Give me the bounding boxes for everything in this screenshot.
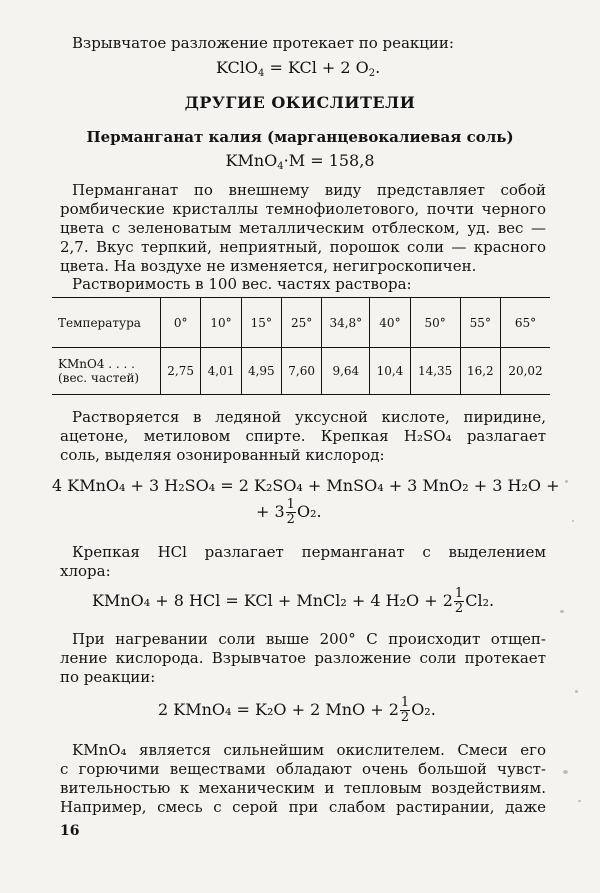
scan-speck (563, 770, 568, 774)
p2-line-1: Растворяется в ледяной уксусной кислоте, пиридине, (72, 408, 546, 426)
value-cell: 10,4 (370, 348, 410, 395)
table-header-row (52, 298, 550, 348)
temp-cell: 50° (410, 298, 460, 348)
table-value-row (52, 348, 550, 395)
p3-line-2: хлора: (60, 562, 111, 580)
p1-line-2: ромбические кристаллы темнофиолетового, почти черного (60, 200, 546, 218)
p1-line-3: цвета с зеленоватым металлическим отблеском, уд. вес — (60, 219, 546, 237)
equation-3: 2 KMnO₄ = K₂O + 2 MnO + 2 $\frac{1}{2}$ O₂. (158, 695, 436, 725)
p2-line-2: ацетоне, метиловом спирте. Крепкая H₂SO₄ разлагает (60, 427, 546, 445)
p3-line-1: Крепкая HCl разлагает перманганат с выделением (72, 543, 546, 561)
value-cell: 20,02 (500, 348, 550, 395)
value-cell: 16,2 (460, 348, 500, 395)
value-cell: 7,60 (281, 348, 321, 395)
p4-line-1: При нагревании соли выше 200° C происходит отщеп- (72, 630, 546, 648)
equation-2: KMnO₄ + 8 HCl = KCl + MnCl₂ + 4 H₂O + 2 $\frac{1}{2}$ Cl₂. (92, 586, 495, 616)
equation-1-line-1: 4 KMnO₄ + 3 H₂SO₄ = 2 K₂SO₄ + MnSO₄ + 3 MnO₂ + 3 H₂O + (52, 476, 560, 495)
p2-line-3: соль, выделяя озонированный кислород: (60, 446, 385, 464)
temp-cell: 55° (460, 298, 500, 348)
p4-line-2: ление кислорода. Взрывчатое разложение соли протекает (60, 649, 546, 667)
p5-line-2: с горючими веществами обладают очень большой чувст- (60, 760, 546, 778)
row-label-2: (вес. частей) (58, 371, 140, 385)
temp-cell: 15° (241, 298, 281, 348)
p1-line-5: цвета. На воздухе не изменяется, негигроскопичен. (60, 257, 477, 275)
p1-line-4: 2,7. Вкус терпкий, неприятный, порошок соли — красного (60, 238, 546, 256)
temp-cell: 65° (500, 298, 550, 348)
value-cell: 9,64 (322, 348, 370, 395)
scan-speck (572, 520, 574, 522)
formula-weight: KMnO$_4$·M = 158,8 (225, 151, 375, 172)
p5-line-4: Например, смесь с серой при слабом растирании, даже (60, 798, 546, 816)
page-number: 16 (60, 823, 80, 839)
value-cell: 2,75 (161, 348, 201, 395)
scan-speck (578, 800, 581, 802)
equation-1-line-2: + 3 $\frac{1}{2}$ O₂. (256, 497, 322, 527)
temp-cell: 10° (201, 298, 241, 348)
solubility-intro: Растворимость в 100 вес. частях раствора: (72, 275, 412, 293)
value-cell: 14,35 (410, 348, 460, 395)
scan-speck (575, 690, 578, 693)
section-title: ДРУГИЕ ОКИСЛИТЕЛИ (184, 93, 416, 112)
temp-cell: 34,8° (322, 298, 370, 348)
solubility-table (52, 297, 550, 395)
p1-line-1: Перманганат по внешнему виду представляет собой (72, 181, 546, 199)
scan-speck (565, 480, 568, 483)
row-label (52, 348, 161, 395)
p5-line-1: KMnO₄ является сильнейшим окислителем. Смеси его (72, 741, 546, 759)
scan-speck (560, 610, 564, 613)
row-label-1: KMnO4 . . . . (58, 357, 135, 371)
header-label: Температура (52, 298, 161, 348)
subsection-title: Перманганат калия (марганцевокалиевая соль) (86, 128, 514, 146)
value-cell: 4,01 (201, 348, 241, 395)
value-cell: 4,95 (241, 348, 281, 395)
temp-cell: 25° (281, 298, 321, 348)
intro-line: Взрывчатое разложение протекает по реакции: (72, 34, 454, 52)
p4-line-3: по реакции: (60, 668, 156, 686)
p5-line-3: вительностью к механическим и тепловым воздействиям. (60, 779, 546, 797)
temp-cell: 40° (370, 298, 410, 348)
intro-equation: KClO$_4$ = KCl + 2 $O_2$. (216, 58, 381, 79)
temp-cell: 0° (161, 298, 201, 348)
